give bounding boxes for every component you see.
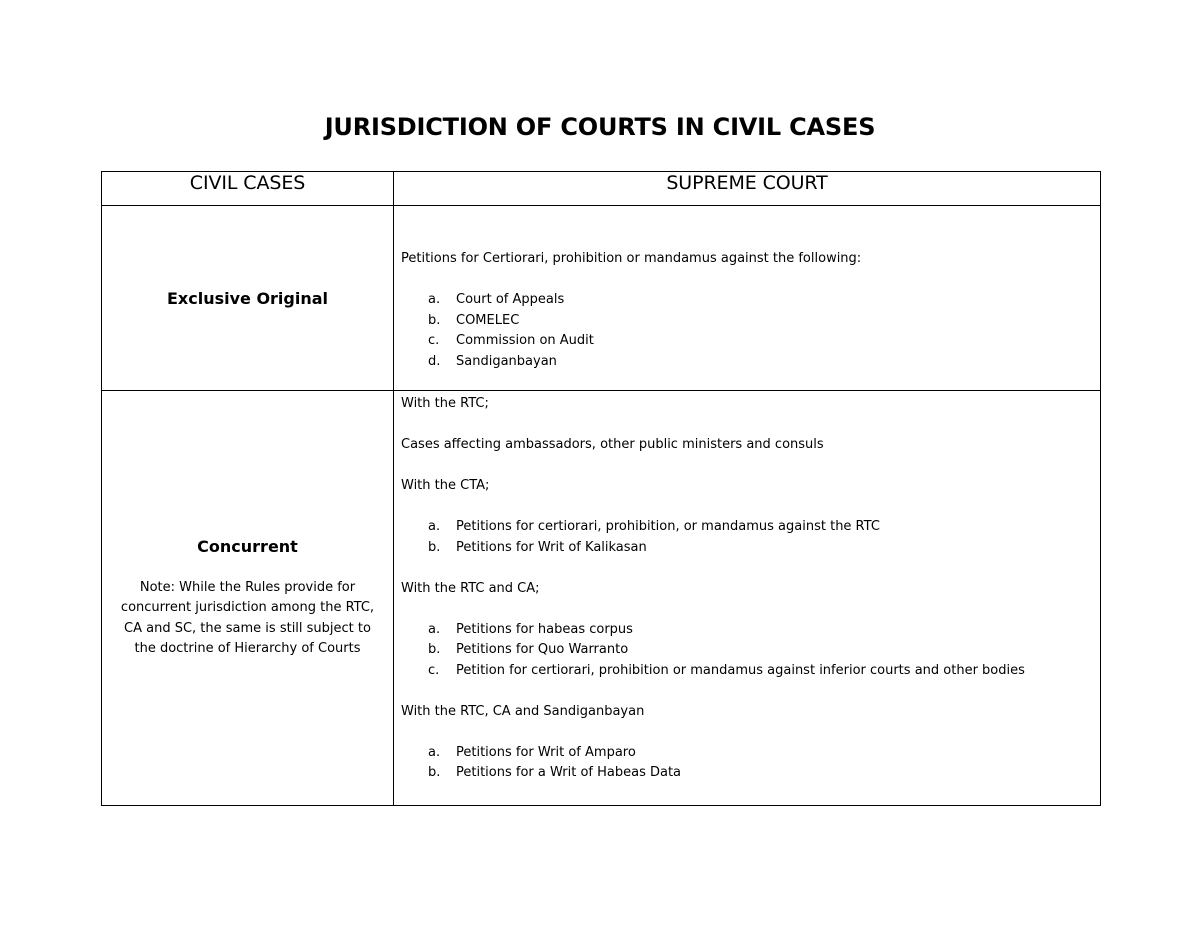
- block-heading: Petitions for Certiorari, prohibition or mandamus against the following:: [401, 251, 862, 266]
- list-item-text: Petitions for habeas corpus: [456, 621, 633, 637]
- list-marker: b.: [428, 539, 441, 555]
- list-item: [401, 620, 1100, 641]
- list-marker: c.: [428, 662, 440, 678]
- row-label-exclusive-original: Exclusive Original: [166, 288, 329, 308]
- list-item-text: Commission on Audit: [456, 333, 594, 348]
- list-item: [401, 352, 1100, 373]
- list-item: [401, 290, 1100, 311]
- list-item-text: Petitions for certiorari, prohibition, or mandamus against the RTC: [456, 519, 880, 534]
- list-item: [401, 763, 1100, 784]
- column-header-supreme-court: SUPREME COURT: [394, 172, 1101, 206]
- list-item-text: Petitions for Writ of Amparo: [456, 744, 636, 760]
- column-header-civil-cases: CIVIL CASES: [102, 172, 394, 206]
- row-content: [394, 206, 1100, 372]
- jurisdiction-table: [101, 171, 1101, 806]
- row-label-cell: [102, 391, 394, 806]
- row-content-cell: [394, 206, 1101, 391]
- table-row: [102, 206, 1101, 391]
- row-content-cell: [394, 391, 1101, 806]
- block-heading: With the RTC;: [401, 396, 489, 411]
- row-label-cell: [102, 206, 394, 391]
- list-item: [401, 661, 1100, 682]
- block-heading: With the RTC, CA and Sandiganbayan: [401, 703, 645, 719]
- list-item: [401, 743, 1100, 764]
- document-title: JURISDICTION OF COURTS IN CIVIL CASES: [324, 113, 876, 141]
- list-item-text: Sandiganbayan: [456, 353, 557, 369]
- list-marker: a.: [428, 292, 441, 307]
- list-item-text: Petition for certiorari, prohibition or mandamus against inferior courts and other bodies: [456, 662, 1025, 678]
- item-list: [401, 743, 1100, 784]
- list-marker: d.: [428, 353, 441, 369]
- list-marker: a.: [428, 621, 441, 637]
- list-item: [401, 331, 1100, 352]
- table-row: [102, 391, 1101, 806]
- list-item-text: Petitions for a Writ of Habeas Data: [456, 765, 682, 780]
- list-item: [401, 517, 1100, 538]
- block-heading: With the CTA;: [401, 478, 490, 493]
- item-list: [401, 290, 1100, 372]
- list-marker: b.: [428, 312, 441, 328]
- list-item-text: Court of Appeals: [456, 292, 565, 307]
- list-marker: b.: [428, 642, 441, 657]
- item-list: [401, 517, 1100, 558]
- list-marker: a.: [428, 519, 441, 534]
- list-marker: b.: [428, 765, 441, 780]
- row-note: Note: While the Rules provide for concurrent jurisdiction among the RTC, CA and SC, the same is still subject to the doctrine of Hierarchy of Courts: [120, 579, 375, 656]
- list-item: [401, 640, 1100, 661]
- block-heading: With the RTC and CA;: [401, 580, 540, 596]
- list-item: [401, 311, 1100, 332]
- item-list: [401, 620, 1100, 682]
- list-marker: c.: [428, 333, 440, 348]
- list-item-text: Petitions for Quo Warranto: [456, 642, 629, 657]
- list-marker: a.: [428, 744, 441, 760]
- list-item: [401, 538, 1100, 559]
- row-label-concurrent: Concurrent: [197, 536, 298, 556]
- row-content: [394, 391, 1100, 784]
- table-header-row: [102, 172, 1101, 206]
- block-heading: Cases affecting ambassadors, other public ministers and consuls: [401, 437, 824, 452]
- list-item-text: Petitions for Writ of Kalikasan: [456, 539, 647, 555]
- list-item-text: COMELEC: [456, 312, 520, 328]
